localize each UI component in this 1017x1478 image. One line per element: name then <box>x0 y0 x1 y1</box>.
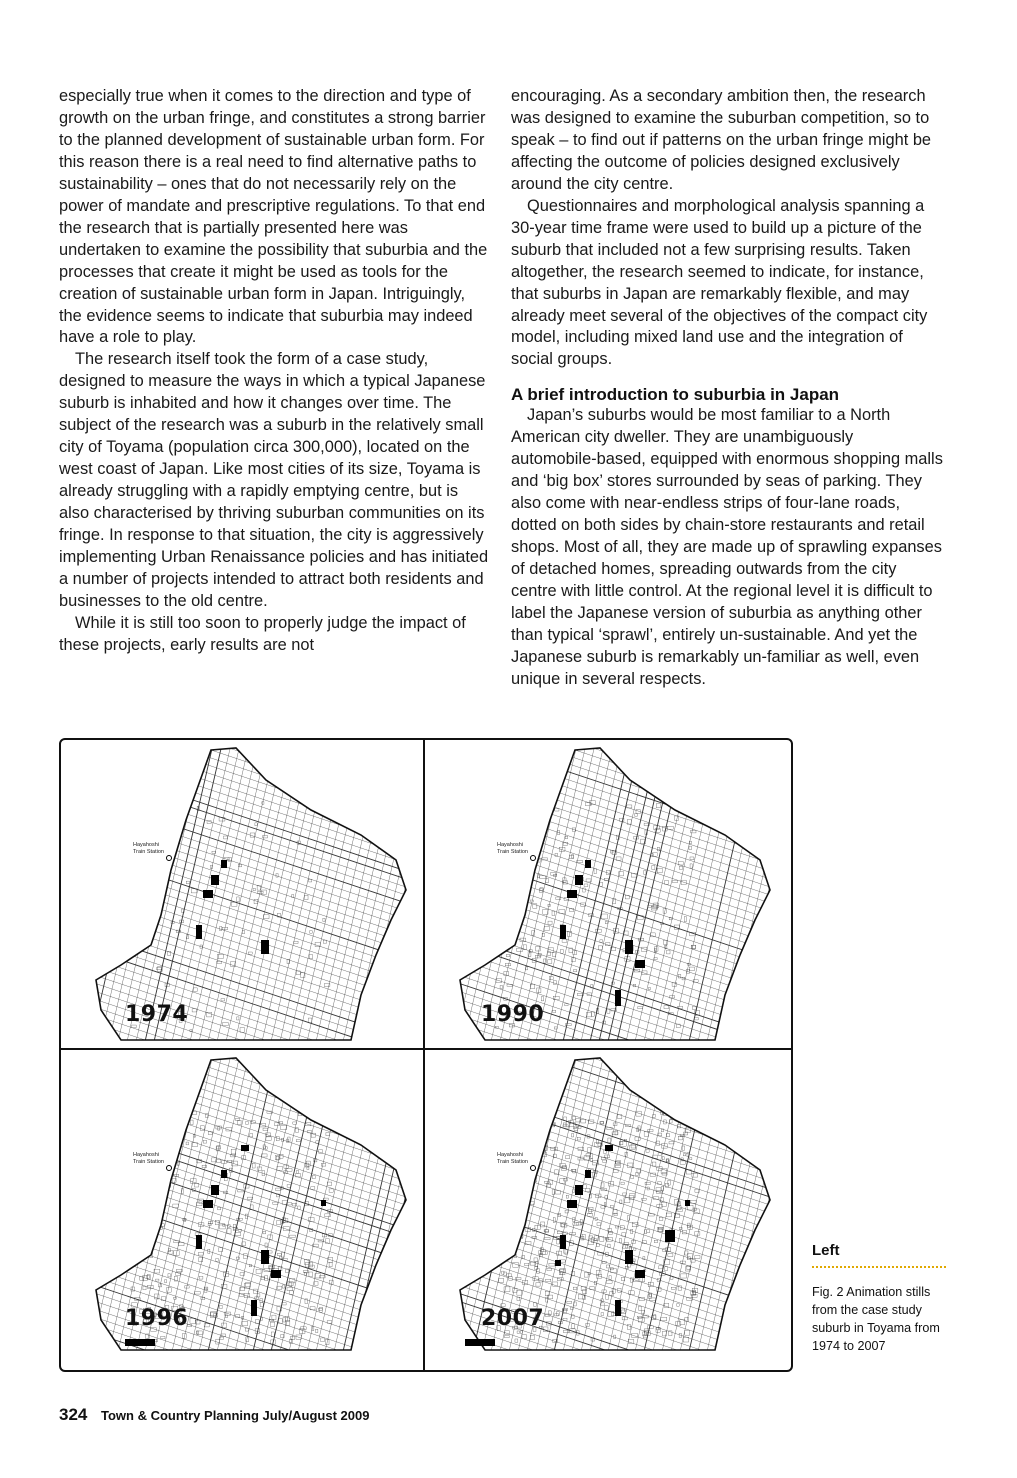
suburb-map-drawing <box>61 740 421 1046</box>
suburb-map-drawing <box>61 1050 421 1356</box>
body-paragraph: encouraging. As a secondary ambition then, the research was designed to examine the suburban competition, so to speak – to find out if patterns on the urban fringe might be affecting the outcome of policies designed exclusively around the city centre. <box>511 87 932 193</box>
page-number: 324 <box>59 1405 88 1424</box>
map-panel-1974 <box>61 740 421 1046</box>
suburb-map-drawing <box>425 1050 785 1356</box>
body-paragraph: especially true when it comes to the direction and type of growth on the urban fringe, and constitutes a strong barrier to the planned development of sustainable urban form. For this reason there is a real need to find alternative paths to sustainability – ones that do not necessarily rely on the power of mandate and prescriptive regulations. To that end the research that is partially presented here was undertaken to examine the possibility that suburbia and the processes that create it might be used as tools for the creation of sustainable urban form in Japan. Intriguingly, the evidence seems to indicate that suburbia may indeed have a role to play. <box>59 87 488 347</box>
station-label: Hayahoshi Train Station <box>133 1152 164 1165</box>
body-paragraph: While it is still too soon to properly judge the impact of these projects, early results are not <box>59 613 466 654</box>
year-label: 2007 <box>481 1306 545 1331</box>
page-footer <box>59 1405 369 1425</box>
scale-bar <box>465 1339 495 1346</box>
station-label: Hayahoshi Train Station <box>497 1152 528 1165</box>
map-panel-2007 <box>425 1050 785 1356</box>
caption-divider <box>812 1266 946 1268</box>
left-column <box>59 86 491 657</box>
map-panel-1996 <box>61 1050 421 1356</box>
map-figure <box>59 738 793 1372</box>
section-heading: A brief introduction to suburbia in Japan <box>511 385 840 405</box>
year-label: 1990 <box>481 1002 545 1027</box>
caption-heading: Left <box>812 1242 840 1259</box>
scale-bar <box>125 1339 155 1346</box>
body-paragraph: The research itself took the form of a case study, designed to measure the ways in which a typical Japanese suburb is inhabited and how it changes over time. The subject of the research was a suburb in the relatively small city of Toyama (population circa 300,000), located on the west coast of Japan. Like most cities of its size, Toyama is already struggling with a rapidly emptying centre, but is also characterised by thriving suburban communities on its fringe. In response to that situation, the city is aggressively implementing Urban Renaissance policies and has initiated a number of projects intended to attract both residents and businesses to the old centre. <box>59 350 489 610</box>
year-label: 1996 <box>125 1306 189 1331</box>
figure-caption: Fig. 2 Animation stills from the case study suburb in Toyama from 1974 to 2007 <box>812 1285 940 1353</box>
body-paragraph: Japan’s suburbs would be most familiar to a North American city dweller. They are unambiguously automobile-based, equipped with enormous shopping malls and ‘big box’ stores surrounded by seas of parking. They also come with near-endless strips of four-lane roads, dotted on both sides by chain-store restaurants and retail shops. Most of all, they are made up of sprawling expanses of detached homes, spreading outwards from the city centre with little control. At the regional level it is difficult to label the Japanese version of suburbia as anything other than typical ‘sprawl’, entirely un-sustainable. And yet the Japanese suburb is remarkably un-familiar as well, even unique in several respects. <box>511 406 943 688</box>
station-label: Hayahoshi Train Station <box>133 842 164 855</box>
station-label: Hayahoshi Train Station <box>497 842 528 855</box>
right-column <box>511 86 943 691</box>
publication-title: Town & Country Planning July/August 2009 <box>101 1408 370 1423</box>
suburb-map-drawing <box>425 740 785 1046</box>
map-panel-1990 <box>425 740 785 1046</box>
body-paragraph: Questionnaires and morphological analysis spanning a 30-year time frame were used to build up a picture of the suburb that included not a few surprising results. Taken altogether, the research seemed to indicate, for instance, that suburbs in Japan are remarkably flexible, and may already meet several of the objectives of the compact city model, including mixed land use and the integration of social groups. <box>511 196 928 369</box>
year-label: 1974 <box>125 1002 189 1027</box>
